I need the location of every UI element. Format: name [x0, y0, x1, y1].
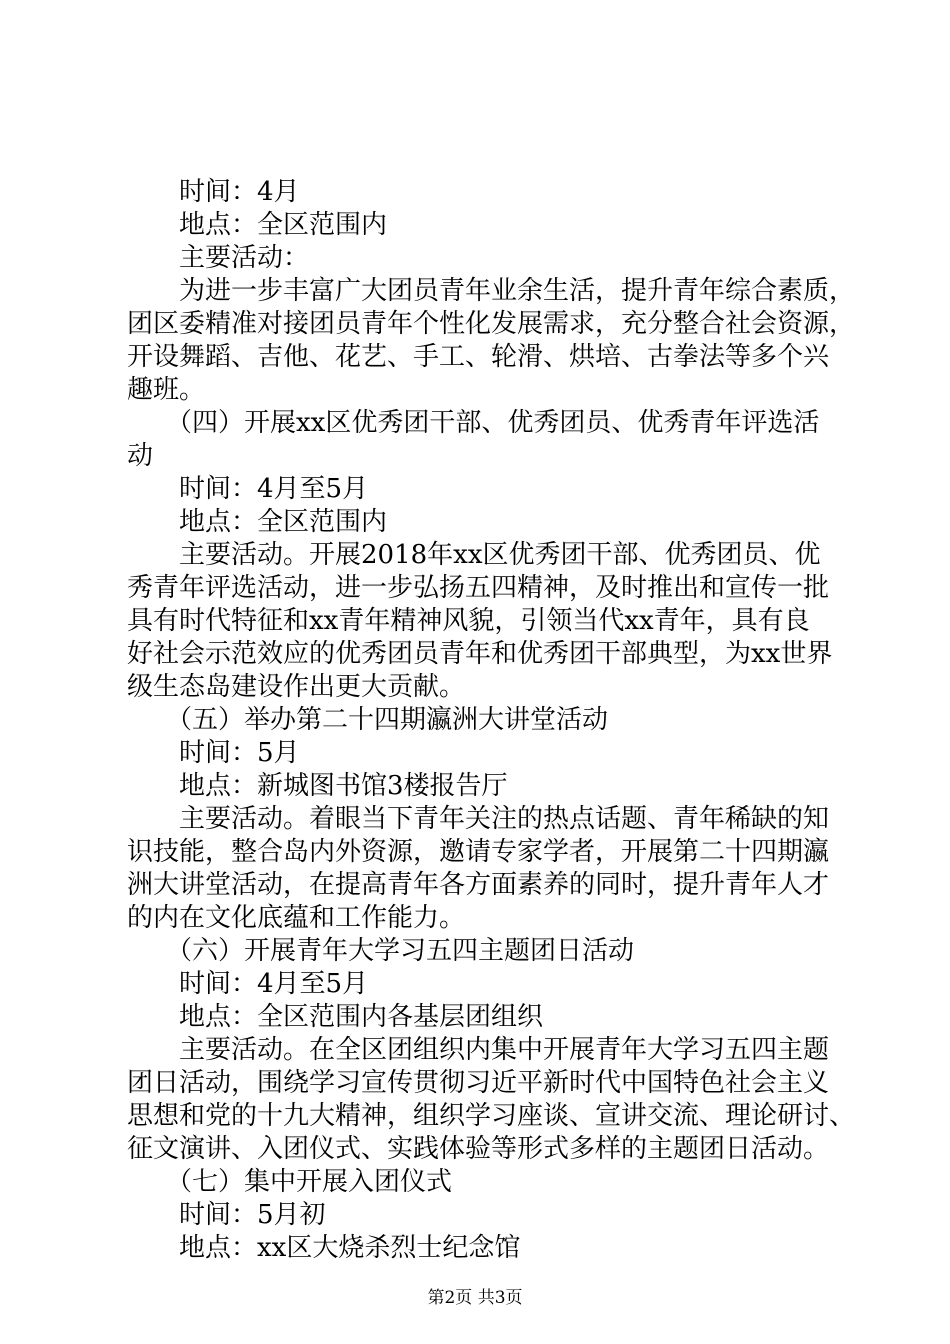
- paragraph-line: 主要活动。着眼当下青年关注的热点话题、青年稀缺的知: [127, 804, 830, 834]
- paragraph-line: 的内在文化底蕴和工作能力。: [127, 903, 466, 933]
- paragraph-line: 级生态岛建设作出更大贡献。: [127, 672, 466, 702]
- section-heading: （四）开展xx区优秀团干部、优秀团员、优秀青年评选活: [127, 408, 820, 438]
- paragraph-line: 洲大讲堂活动，在提高青年各方面素养的同时，提升青年人才: [127, 870, 830, 900]
- paragraph-line: 具有时代特征和xx青年精神风貌，引领当代xx青年，具有良: [127, 606, 810, 636]
- paragraph-line: 主要活动。在全区团组织内集中开展青年大学习五四主题: [127, 1035, 830, 1065]
- time-line: 时间：4月: [127, 177, 300, 207]
- paragraph-line: 团区委精准对接团员青年个性化发展需求，充分整合社会资源，: [127, 309, 856, 339]
- section-heading: 动: [127, 441, 154, 471]
- paragraph-line: 趣班。: [127, 375, 206, 405]
- paragraph-line: 识技能，整合岛内外资源，邀请专家学者，开展第二十四期瀛: [127, 837, 830, 867]
- paragraph-line: 思想和党的十九大精神，组织学习座谈、宣讲交流、理论研讨、: [127, 1101, 856, 1131]
- paragraph-line: 好社会示范效应的优秀团员青年和优秀团干部典型，为xx世界: [127, 639, 833, 669]
- section-heading: （六）开展青年大学习五四主题团日活动: [127, 936, 635, 966]
- section-heading: （五）举办第二十四期瀛洲大讲堂活动: [127, 705, 609, 735]
- paragraph-line: 团日活动，围绕学习宣传贯彻习近平新时代中国特色社会主义: [127, 1068, 830, 1098]
- main-activity-line: 主要活动：: [127, 243, 310, 273]
- paragraph-line: 征文演讲、入团仪式、实践体验等形式多样的主题团日活动。: [127, 1134, 830, 1164]
- paragraph-line: 秀青年评选活动，进一步弘扬五四精神，及时推出和宣传一批: [127, 573, 830, 603]
- location-line: 地点：全区范围内各基层团组织: [127, 1002, 544, 1032]
- paragraph-line: 开设舞蹈、吉他、花艺、手工、轮滑、烘培、古拳法等多个兴: [127, 342, 830, 372]
- location-line: 地点：全区范围内: [127, 210, 388, 240]
- page-number-footer: 第2页 共3页: [427, 1288, 523, 1308]
- location-line: 地点：新城图书馆3楼报告厅: [127, 771, 508, 801]
- time-line: 时间：5月: [127, 738, 300, 768]
- time-line: 时间：5月初: [127, 1200, 326, 1230]
- section-heading: （七）集中开展入团仪式: [127, 1167, 453, 1197]
- location-line: 地点：全区范围内: [127, 507, 388, 537]
- location-line: 地点：xx区大烧杀烈士纪念馆: [127, 1233, 521, 1263]
- time-line: 时间：4月至5月: [127, 969, 369, 999]
- paragraph-line: 为进一步丰富广大团员青年业余生活，提升青年综合素质，: [127, 276, 856, 306]
- time-line: 时间：4月至5月: [127, 474, 369, 504]
- paragraph-line: 主要活动。开展2018年xx区优秀团干部、优秀团员、优: [127, 540, 821, 570]
